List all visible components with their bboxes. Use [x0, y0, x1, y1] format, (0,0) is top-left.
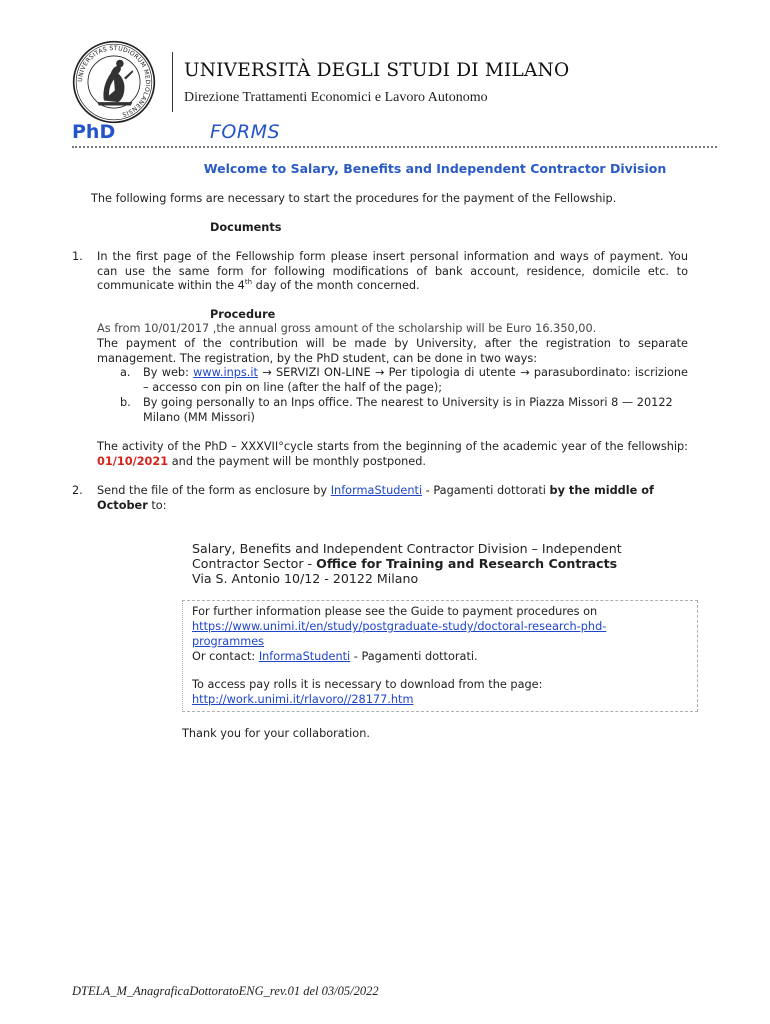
contact-informastudenti-link[interactable]: InformaStudenti	[258, 650, 351, 663]
header-divider	[172, 52, 173, 112]
intro-paragraph: The following forms are necessary to start the procedures for the payment of the Fellowship.	[91, 192, 617, 205]
department-name: Direzione Trattamenti Economici e Lavoro Autonomo	[184, 90, 488, 105]
payroll-link[interactable]: http://work.unimi.it/rlavoro//28177.htm	[192, 693, 414, 706]
activity-paragraph: The activity of the PhD – XXXVII°cycle starts from the beginning of the academic year of the fellowship: 01/10/2021 and the payment will be monthly postponed.	[97, 440, 688, 468]
payroll-text: To access pay rolls it is necessary to download from the page:	[192, 678, 543, 691]
documents-heading: Documents	[210, 221, 282, 234]
contact-text: Or contact: InformaStudenti - Pagamenti dottorati.	[192, 650, 478, 663]
informastudenti-link[interactable]: InformaStudenti	[330, 484, 423, 497]
item-2-text: Send the file of the form as enclosure by InformaStudenti - Pagamenti dottorati by the middle of October to:	[97, 484, 654, 512]
welcome-heading: Welcome to Salary, Benefits and Independent Contractor Division	[203, 161, 667, 176]
forms-label: FORMS	[210, 121, 281, 143]
list-b-text: By going personally to an Inps office. The nearest to University is in Piazza Missori 8 — 20122 Milano (MM Missori)	[143, 396, 673, 424]
guide-text: For further information please see the Guide to payment procedures on	[192, 605, 598, 618]
inps-link[interactable]: www.inps.it	[193, 366, 258, 379]
start-date: 01/10/2021	[97, 454, 169, 468]
list-a-text: By web: www.inps.it → SERVIZI ON-LINE → Per tipologia di utente → parasubordinato: iscrizione – accesso con pin on line (after the half of the page);	[143, 366, 688, 394]
gross-amount-text: As from 10/01/2017 ,the annual gross amount of the scholarship will be Euro 16.350,00.	[97, 322, 597, 335]
payment-paragraph: The payment of the contribution will be made by University, after the registration to separate management. The registration, by the PhD student, can be done in two ways:	[97, 337, 688, 365]
university-seal-logo	[72, 40, 156, 124]
thanks-text: Thank you for your collaboration.	[182, 727, 370, 740]
phd-label: PhD	[72, 121, 116, 143]
list-b-label: b.	[120, 396, 131, 409]
svg-text:UNIVERSITAS STUDIORUM MEDIOLAN: UNIVERSITAS STUDIORUM MEDIOLANENSIS	[77, 45, 151, 118]
item-1-number: 1.	[72, 250, 83, 263]
procedure-heading: Procedure	[210, 308, 276, 321]
header-rule	[72, 146, 717, 148]
document-footer: DTELA_M_AnagraficaDottoratoENG_rev.01 del 03/05/2022	[72, 984, 379, 998]
address-block: Salary, Benefits and Independent Contractor Division – Independent Contractor Sector - Office for Training and Research Contracts Via S. Antonio 10/12 - 20122 Milano	[192, 541, 622, 587]
item-1-text: In the first page of the Fellowship form please insert personal information and ways of payment. You can use the same form for following modifications of bank account, residence, domicile etc. to communicate within the 4th day of the month concerned.	[97, 250, 688, 293]
university-name: UNIVERSITÀ DEGLI STUDI DI MILANO	[184, 60, 570, 81]
item-2-number: 2.	[72, 484, 83, 497]
list-a-label: a.	[120, 366, 131, 379]
guide-link[interactable]: https://www.unimi.it/en/study/postgraduate-study/doctoral-research-phd- programmes	[192, 620, 607, 648]
